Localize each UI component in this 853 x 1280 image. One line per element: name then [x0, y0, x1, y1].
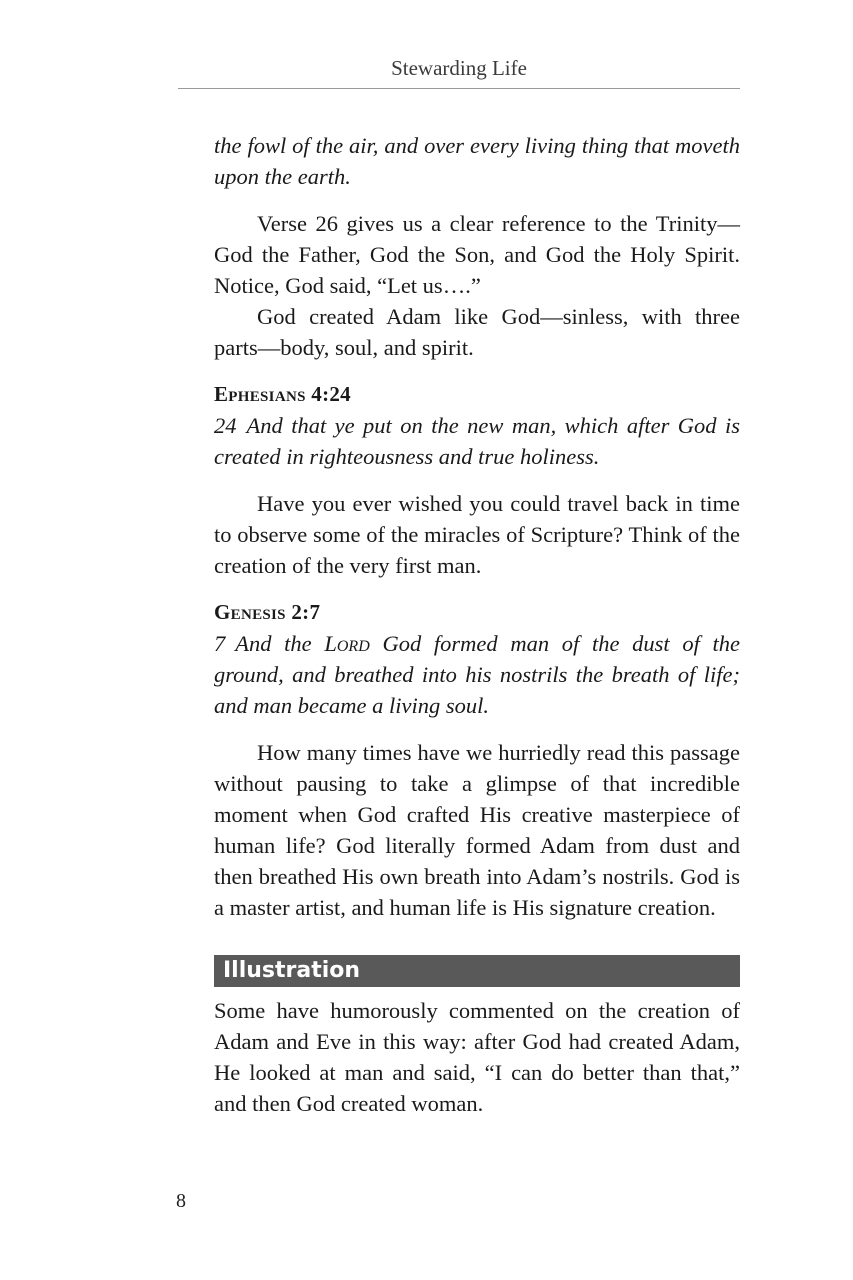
page-number: 8	[176, 1190, 186, 1212]
illustration-text: Some have humorously commented on the creation of Adam and Eve in this way: after God had created Adam, He looked at man and said, “I can do better than that,” and then God created woman.	[214, 998, 740, 1116]
verse-text-start: And the	[235, 631, 312, 656]
paragraph-adam: God created Adam like God—sinless, with three parts—body, soul, and spirit.	[214, 304, 740, 360]
running-head: Stewarding Life	[391, 56, 527, 80]
scripture-verse-ephesians	[214, 410, 740, 472]
paragraph-masterpiece: How many times have we hurriedly read this passage without pausing to take a glimpse of that incredible moment when God crafted His creative masterpiece of human life? God literally formed Adam from dust and then breathed His own breath into Adam’s nostrils. God is a master artist, and human life is His signature creation.	[214, 740, 740, 920]
illustration-heading: Illustration	[214, 955, 740, 987]
verse-number: 24	[214, 413, 237, 438]
verse-continuation: the fowl of the air, and over every living thing that moveth upon the earth.	[214, 133, 740, 189]
scripture-verse-genesis	[214, 628, 740, 721]
scripture-reference-genesis: Genesis 2:7	[214, 600, 321, 624]
page-body	[214, 130, 740, 1119]
lord-small-caps: Lord	[324, 631, 370, 656]
paragraph-trinity: Verse 26 gives us a clear reference to the Trinity—God the Father, God the Son, and God the Holy Spirit. Notice, God said, “Let us….”	[214, 211, 740, 298]
verse-text: And that ye put on the new man, which after God is created in righteousness and true holiness.	[214, 413, 740, 469]
verse-text-end: God formed man of the dust of the ground, and breathed into his nostrils the breath of life; and man became a living soul.	[214, 631, 740, 718]
verse-number: 7	[214, 631, 226, 656]
scripture-reference-ephesians: Ephesians 4:24	[214, 382, 351, 406]
header-rule	[178, 88, 740, 89]
paragraph-time-travel: Have you ever wished you could travel back in time to observe some of the miracles of Scripture? Think of the creation of the very first man.	[214, 491, 740, 578]
